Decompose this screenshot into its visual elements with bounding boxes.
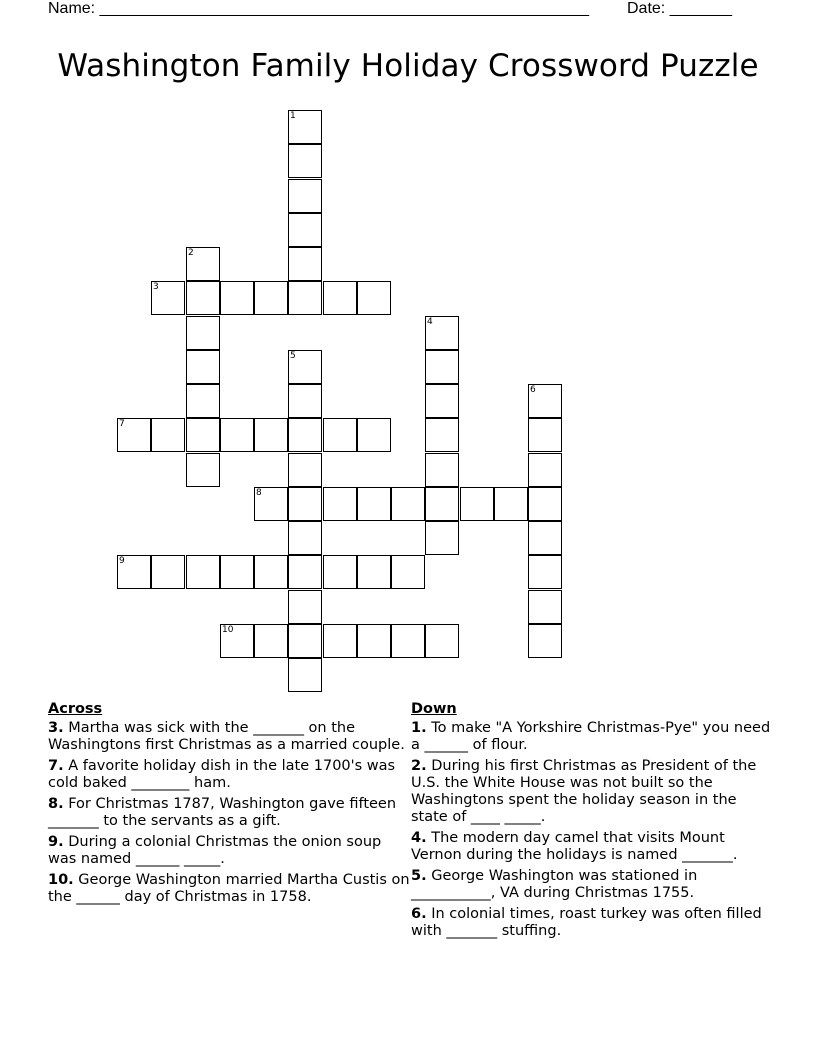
grid-cell[interactable] xyxy=(391,487,425,521)
grid-cell[interactable] xyxy=(357,624,391,658)
grid-cell[interactable] xyxy=(151,281,185,315)
grid-cell[interactable] xyxy=(288,213,322,247)
grid-cell[interactable] xyxy=(288,624,322,658)
grid-cell[interactable] xyxy=(357,281,391,315)
clue-number: 5. xyxy=(411,868,427,884)
grid-cell[interactable] xyxy=(288,110,322,144)
grid-cell[interactable] xyxy=(425,487,459,521)
grid-cell[interactable] xyxy=(254,418,288,452)
grid-cell[interactable] xyxy=(288,247,322,281)
clue-number: 10. xyxy=(48,872,74,888)
grid-cell[interactable] xyxy=(254,281,288,315)
grid-cell[interactable] xyxy=(323,418,357,452)
down-clue xyxy=(411,906,773,940)
grid-cell[interactable] xyxy=(357,487,391,521)
clue-number: 1. xyxy=(411,720,427,736)
clue-text: During his first Christmas as President of the U.S. the White House was not built so the Washingtons spent the holiday season in the state of ____ _____. xyxy=(411,758,757,825)
grid-cell[interactable] xyxy=(288,144,322,178)
grid-cell[interactable] xyxy=(323,555,357,589)
across-clue xyxy=(48,720,410,754)
grid-cell[interactable] xyxy=(288,281,322,315)
across-heading: Across xyxy=(48,701,103,717)
clue-number: 9. xyxy=(48,834,64,850)
clue-number: 4. xyxy=(411,830,427,846)
cell-number: 9 xyxy=(119,556,125,566)
grid-cell[interactable] xyxy=(528,521,562,555)
grid-cell[interactable] xyxy=(323,487,357,521)
cell-number: 5 xyxy=(290,351,296,361)
down-heading: Down xyxy=(411,701,457,717)
clue-number: 8. xyxy=(48,796,64,812)
grid-cell[interactable] xyxy=(186,316,220,350)
grid-cell[interactable] xyxy=(425,521,459,555)
grid-cell[interactable] xyxy=(425,316,459,350)
clue-text: A favorite holiday dish in the late 1700's was cold baked ________ ham. xyxy=(48,758,396,791)
grid-cell[interactable] xyxy=(323,624,357,658)
cell-number: 4 xyxy=(427,317,433,327)
grid-cell[interactable] xyxy=(528,453,562,487)
across-clue xyxy=(48,796,410,830)
grid-cell[interactable] xyxy=(288,555,322,589)
clue-number: 2. xyxy=(411,758,427,774)
grid-cell[interactable] xyxy=(117,418,151,452)
grid-cell[interactable] xyxy=(528,590,562,624)
grid-cell[interactable] xyxy=(528,487,562,521)
grid-cell[interactable] xyxy=(528,624,562,658)
grid-cell[interactable] xyxy=(288,384,322,418)
grid-cell[interactable] xyxy=(220,418,254,452)
date-line: Date: _______ xyxy=(627,0,732,17)
grid-cell[interactable] xyxy=(254,487,288,521)
cell-number: 2 xyxy=(188,248,194,258)
grid-cell[interactable] xyxy=(288,521,322,555)
grid-cell[interactable] xyxy=(254,555,288,589)
clue-number: 7. xyxy=(48,758,64,774)
clue-number: 6. xyxy=(411,906,427,922)
grid-cell[interactable] xyxy=(186,350,220,384)
grid-cell[interactable] xyxy=(186,281,220,315)
grid-cell[interactable] xyxy=(186,384,220,418)
grid-cell[interactable] xyxy=(288,453,322,487)
down-clues xyxy=(411,701,773,944)
down-clue xyxy=(411,720,773,754)
grid-cell[interactable] xyxy=(391,624,425,658)
cell-number: 6 xyxy=(530,385,536,395)
clue-number: 3. xyxy=(48,720,64,736)
cell-number: 8 xyxy=(256,488,262,498)
grid-cell[interactable] xyxy=(288,590,322,624)
across-clue xyxy=(48,758,410,792)
cell-number: 10 xyxy=(222,625,234,635)
down-clue xyxy=(411,830,773,864)
page-title: Washington Family Holiday Crossword Puzzle xyxy=(57,48,759,84)
grid-cell[interactable] xyxy=(425,350,459,384)
grid-cell[interactable] xyxy=(357,555,391,589)
grid-cell[interactable] xyxy=(254,624,288,658)
down-clue xyxy=(411,758,773,826)
clue-text: The modern day camel that visits Mount Vernon during the holidays is named _______. xyxy=(411,830,738,863)
grid-cell[interactable] xyxy=(288,350,322,384)
grid-cell[interactable] xyxy=(288,179,322,213)
grid-cell[interactable] xyxy=(220,555,254,589)
grid-cell[interactable] xyxy=(288,418,322,452)
grid-cell[interactable] xyxy=(288,658,322,692)
grid-cell[interactable] xyxy=(186,247,220,281)
grid-cell[interactable] xyxy=(117,555,151,589)
grid-cell[interactable] xyxy=(151,555,185,589)
grid-cell[interactable] xyxy=(220,281,254,315)
clue-text: George Washington married Martha Custis on the ______ day of Christmas in 1758. xyxy=(48,872,410,905)
across-clue xyxy=(48,872,410,906)
grid-cell[interactable] xyxy=(425,418,459,452)
clue-text: To make "A Yorkshire Christmas-Pye" you need a ______ of flour. xyxy=(411,720,771,753)
grid-cell[interactable] xyxy=(151,418,185,452)
clue-text: During a colonial Christmas the onion soup was named ______ _____. xyxy=(48,834,382,867)
clue-text: For Christmas 1787, Washington gave fifteen _______ to the servants as a gift. xyxy=(48,796,397,829)
grid-cell[interactable] xyxy=(528,384,562,418)
across-clues xyxy=(48,701,410,910)
grid-cell[interactable] xyxy=(391,555,425,589)
name-line: Name: _______________________________________________________ xyxy=(48,0,589,17)
grid-cell[interactable] xyxy=(528,555,562,589)
across-clue xyxy=(48,834,410,868)
grid-cell[interactable] xyxy=(425,384,459,418)
grid-cell[interactable] xyxy=(220,624,254,658)
grid-cell[interactable] xyxy=(460,487,494,521)
grid-cell[interactable] xyxy=(494,487,528,521)
grid-cell[interactable] xyxy=(425,624,459,658)
grid-cell[interactable] xyxy=(186,555,220,589)
cell-number: 1 xyxy=(290,111,296,121)
down-clue xyxy=(411,868,773,902)
cell-number: 7 xyxy=(119,419,125,429)
cell-number: 3 xyxy=(153,282,159,292)
clue-text: George Washington was stationed in ___________, VA during Christmas 1755. xyxy=(411,868,698,901)
grid-cell[interactable] xyxy=(357,418,391,452)
grid-cell[interactable] xyxy=(288,487,322,521)
grid-cell[interactable] xyxy=(323,281,357,315)
grid-cell[interactable] xyxy=(186,453,220,487)
clue-text: Martha was sick with the _______ on the Washingtons first Christmas as a married couple. xyxy=(48,720,405,753)
grid-cell[interactable] xyxy=(528,418,562,452)
grid-cell[interactable] xyxy=(186,418,220,452)
grid-cell[interactable] xyxy=(425,453,459,487)
clue-text: In colonial times, roast turkey was often filled with _______ stuffing. xyxy=(411,906,762,939)
